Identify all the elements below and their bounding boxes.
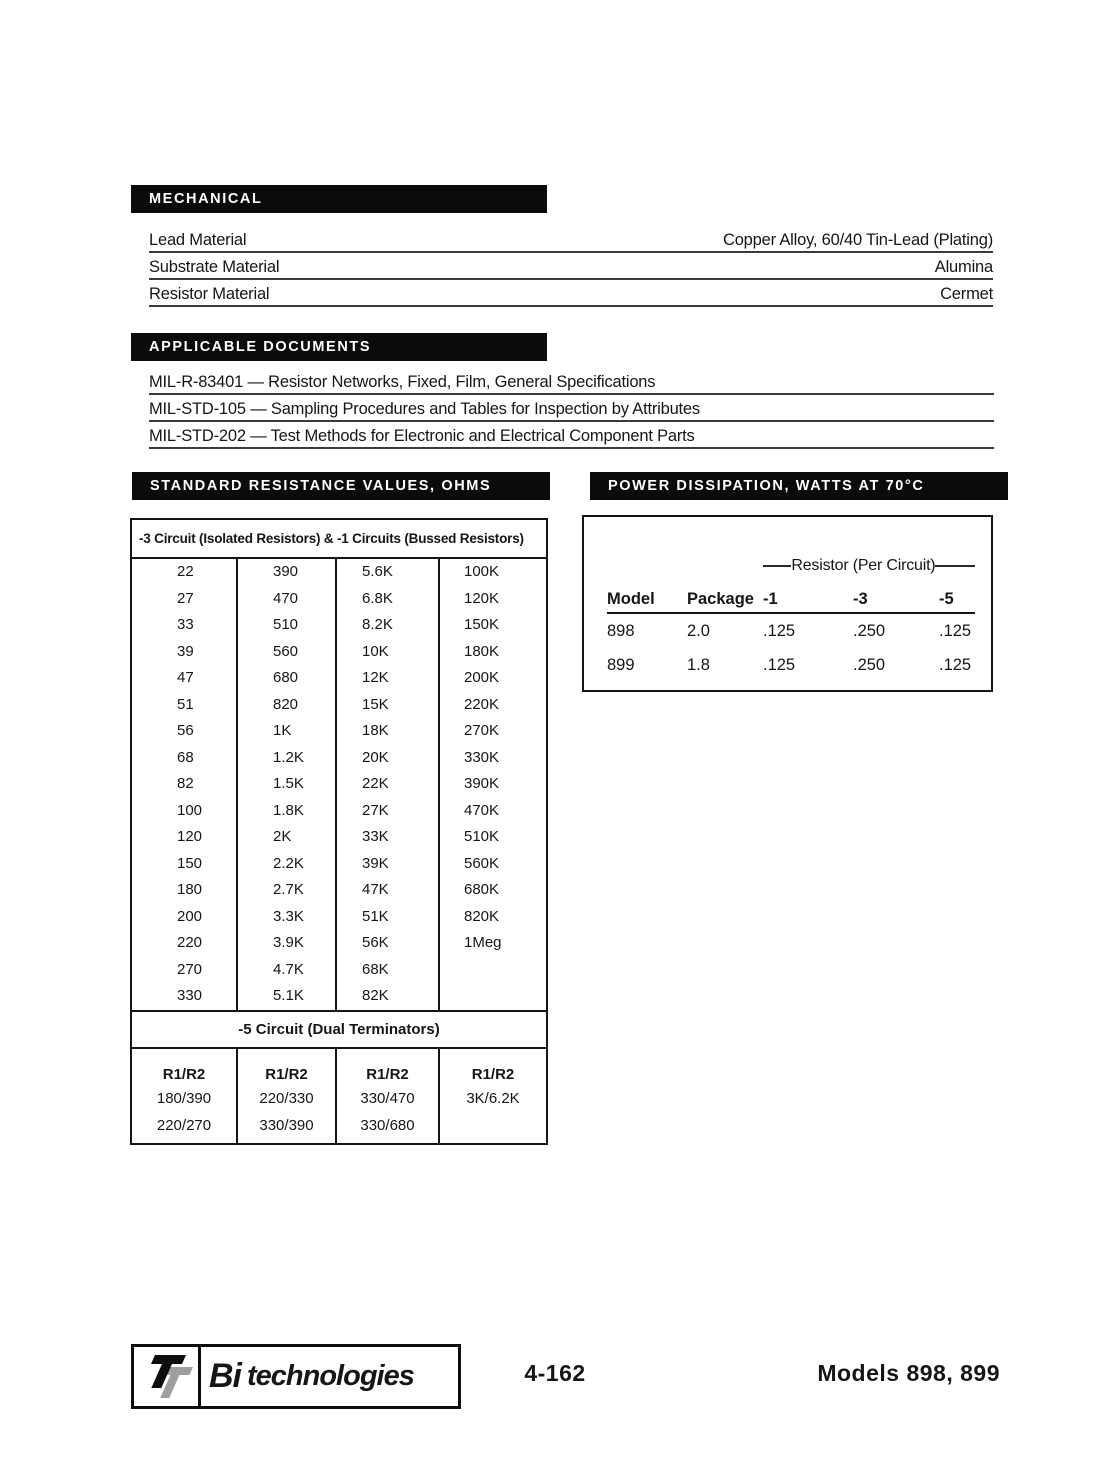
resistance-value: 150K — [464, 616, 500, 633]
logo-box — [131, 1344, 461, 1409]
resistance-value: 3.3K — [238, 904, 337, 931]
resistor-per-circuit-label: Resistor (Per Circuit) — [791, 557, 936, 574]
resistor-per-circuit-label-wrap — [763, 553, 975, 579]
resistance-value: 510 — [238, 612, 337, 639]
resistance-value: 820 — [238, 692, 337, 719]
power-header-row — [607, 579, 975, 609]
resistance-value: 33K — [337, 824, 440, 851]
spec-value: Copper Alloy, 60/40 Tin-Lead (Plating) — [722, 231, 993, 249]
terminator-value: 3K/6.2K — [466, 1089, 520, 1107]
terminator-grid — [132, 1049, 546, 1143]
resistance-value: 1.8K — [238, 798, 337, 825]
resistance-value: 2.7K — [238, 877, 337, 904]
resistance-value: 820K — [464, 907, 500, 925]
resistance-value: 330K — [464, 748, 500, 766]
terminator-title: -5 Circuit (Dual Terminators) — [132, 1010, 546, 1049]
power-dissipation-table — [582, 515, 993, 692]
terminator-value — [440, 1112, 546, 1143]
power-cell: 899 — [607, 655, 635, 674]
resistance-value: 120K — [464, 589, 500, 607]
power-cell: 1.8 — [687, 655, 710, 674]
resistance-value — [440, 983, 546, 1010]
resistance-value: 1K — [238, 718, 337, 745]
logo-brand: Bi — [209, 1357, 241, 1395]
spec-value: Cermet — [940, 285, 993, 303]
resistance-value: 6.8K — [337, 586, 440, 613]
resistance-value: 2K — [238, 824, 337, 851]
resistance-value — [440, 957, 546, 984]
resistance-value: 1Meg — [464, 934, 502, 951]
resistance-value: 180K — [464, 642, 500, 660]
resistance-value: 220 — [132, 930, 238, 957]
logo-suffix: technologies — [247, 1360, 414, 1392]
terminator-value: 330/390 — [238, 1112, 337, 1143]
resistance-value: 470 — [238, 586, 337, 613]
terminator-column-header: R1/R2 — [471, 1065, 515, 1083]
power-dissipation-header-bar: POWER DISSIPATION, WATTS AT 70°C — [590, 472, 1008, 500]
resistance-value: 51 — [132, 692, 238, 719]
resistance-value: 390 — [238, 559, 337, 586]
document-item: MIL-R-83401 — Resistor Networks, Fixed, Film, General Specifications — [149, 368, 994, 395]
resistance-value: 560K — [464, 854, 500, 872]
dash-rule-right — [935, 565, 975, 567]
resistance-value: 18K — [337, 718, 440, 745]
resistance-value: 12K — [337, 665, 440, 692]
terminator-column-header: R1/R2 — [337, 1049, 440, 1085]
resistance-value: 200K — [464, 669, 500, 686]
spec-label: Resistor Material — [149, 285, 270, 303]
power-data-row — [607, 648, 975, 682]
spec-label: Lead Material — [149, 231, 247, 249]
resistance-value: 8.2K — [337, 612, 440, 639]
resistance-value: 120 — [132, 824, 238, 851]
power-cell: .250 — [853, 655, 886, 674]
resistance-grid — [132, 559, 546, 1010]
resistance-value: 4.7K — [238, 957, 337, 984]
resistance-value: 27 — [132, 586, 238, 613]
power-cell: .125 — [763, 655, 796, 674]
dash-rule-left — [763, 565, 791, 567]
resistance-value: 22 — [132, 559, 238, 586]
resistance-value: 680 — [238, 665, 337, 692]
power-column-header: -1 — [763, 590, 778, 608]
power-cell: 2.0 — [687, 621, 710, 640]
spec-row — [149, 253, 993, 280]
power-cell: 898 — [607, 621, 635, 640]
resistance-value: 1.2K — [238, 745, 337, 772]
resistance-value: 5.1K — [238, 983, 337, 1010]
resistance-value: 1.5K — [238, 771, 337, 798]
spec-value: Alumina — [934, 258, 993, 276]
resistor-per-circuit-row — [607, 553, 975, 579]
resistance-value: 22K — [337, 771, 440, 798]
resistance-value: 20K — [337, 745, 440, 772]
document-item: MIL-STD-105 — Sampling Procedures and Tables for Inspection by Attributes — [149, 395, 994, 422]
resistance-value: 68 — [132, 745, 238, 772]
resistance-value: 390K — [464, 775, 500, 792]
resistance-value: 270K — [464, 722, 500, 739]
terminator-column-header: R1/R2 — [132, 1049, 238, 1085]
resistance-value: 470K — [464, 801, 500, 819]
resistance-value: 100 — [132, 798, 238, 825]
resistance-value: 100K — [464, 563, 500, 580]
power-cell: .125 — [939, 655, 972, 674]
power-cell: .125 — [939, 621, 972, 640]
power-column-header: Package — [687, 590, 754, 608]
resistance-value: 270 — [132, 957, 238, 984]
document-item: MIL-STD-202 — Test Methods for Electronic and Electrical Component Parts — [149, 422, 994, 449]
logo-wordmark — [201, 1347, 458, 1406]
resistance-value: 10K — [337, 639, 440, 666]
resistance-value: 220K — [464, 695, 500, 713]
page-number: 4-162 — [524, 1360, 586, 1386]
resistance-value: 27K — [337, 798, 440, 825]
terminator-column-header: R1/R2 — [238, 1049, 337, 1085]
resistance-value: 39K — [337, 851, 440, 878]
resistance-value: 33 — [132, 612, 238, 639]
resistance-value: 47 — [132, 665, 238, 692]
resistance-table — [130, 518, 548, 1145]
resistance-value: 47K — [337, 877, 440, 904]
terminator-value: 220/270 — [132, 1112, 238, 1143]
resistance-value: 15K — [337, 692, 440, 719]
spec-row — [149, 280, 993, 307]
terminator-value: 220/330 — [238, 1085, 337, 1112]
resistance-value: 39 — [132, 639, 238, 666]
resistance-value: 180 — [132, 877, 238, 904]
resistance-value: 330 — [132, 983, 238, 1010]
resistance-value: 560 — [238, 639, 337, 666]
mechanical-header-bar: MECHANICAL — [131, 185, 547, 213]
mechanical-section — [149, 226, 993, 307]
power-column-header: Model — [607, 590, 655, 608]
tt-monogram-icon — [138, 1352, 194, 1402]
resistance-value: 2.2K — [238, 851, 337, 878]
applicable-documents-header-bar: APPLICABLE DOCUMENTS — [131, 333, 547, 361]
standard-resistance-header-bar: STANDARD RESISTANCE VALUES, OHMS — [132, 472, 550, 500]
resistance-value: 3.9K — [238, 930, 337, 957]
spec-label: Substrate Material — [149, 258, 280, 276]
resistance-value: 5.6K — [337, 559, 440, 586]
terminator-value: 330/680 — [337, 1112, 440, 1143]
resistance-value: 68K — [337, 957, 440, 984]
logo-emblem — [134, 1347, 201, 1406]
resistance-group1-title: -3 Circuit (Isolated Resistors) & -1 Circuits (Bussed Resistors) — [132, 520, 546, 559]
power-cell: .250 — [853, 621, 886, 640]
power-column-header: -3 — [853, 590, 868, 608]
terminator-value: 180/390 — [132, 1085, 238, 1112]
resistance-value: 82 — [132, 771, 238, 798]
resistance-value: 510K — [464, 828, 500, 845]
resistance-value: 82K — [337, 983, 440, 1010]
spec-row — [149, 226, 993, 253]
power-cell: .125 — [763, 621, 796, 640]
resistance-value: 150 — [132, 851, 238, 878]
terminator-value: 330/470 — [337, 1085, 440, 1112]
applicable-documents-section — [149, 368, 994, 449]
resistance-value: 56 — [132, 718, 238, 745]
resistance-value: 56K — [337, 930, 440, 957]
power-data-row — [607, 614, 975, 648]
resistance-value: 51K — [337, 904, 440, 931]
resistance-value: 200 — [132, 904, 238, 931]
power-column-header: -5 — [939, 590, 954, 608]
resistance-value: 680K — [464, 881, 500, 898]
models-label: Models 898, 899 — [817, 1360, 1000, 1386]
